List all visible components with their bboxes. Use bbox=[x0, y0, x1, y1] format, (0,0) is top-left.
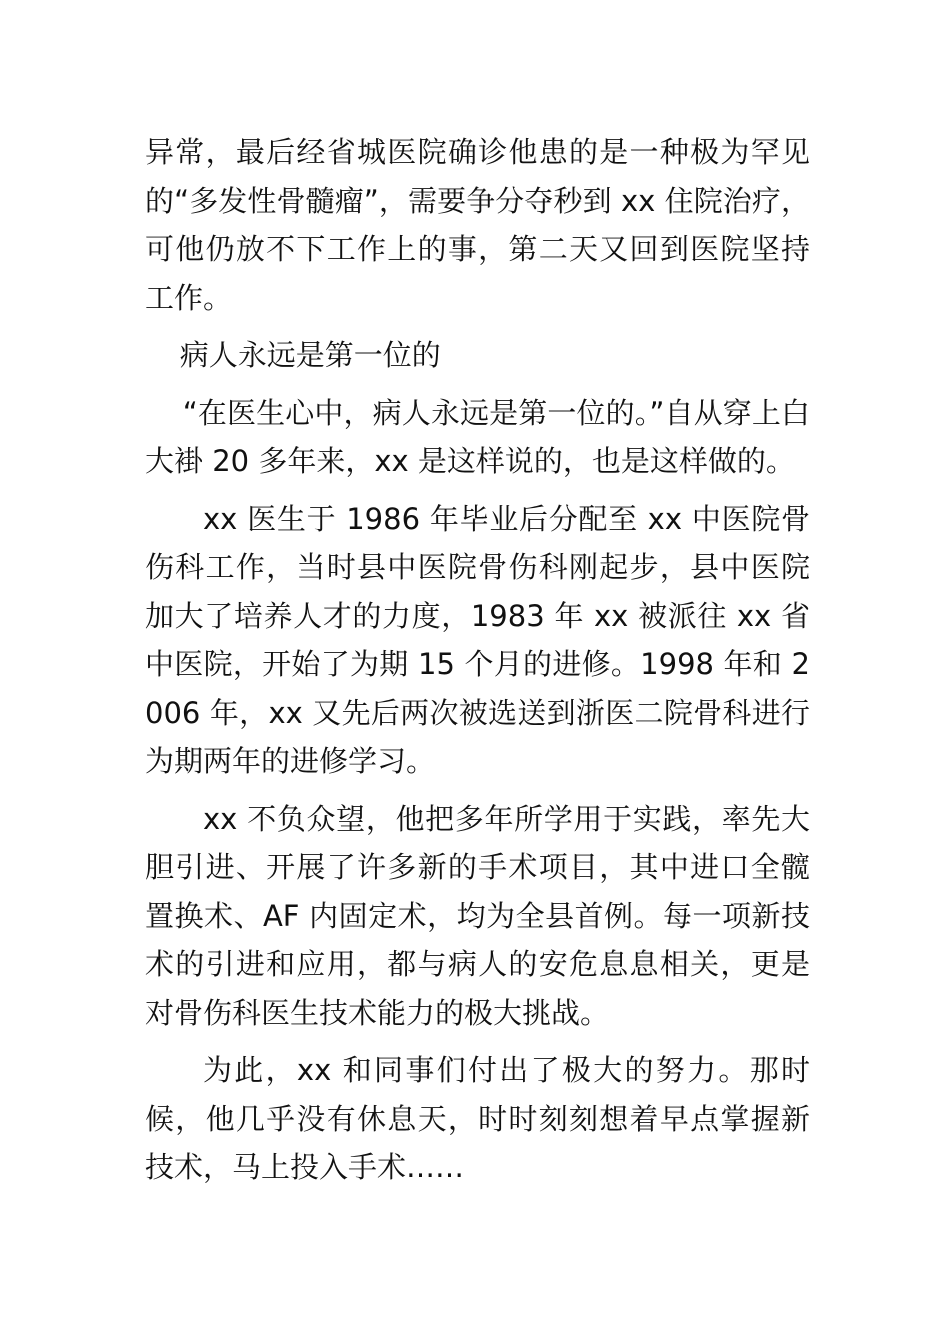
document-body bbox=[145, 128, 810, 1201]
paragraph-quote: “在医生心中，病人永远是第一位的。”自从穿上白大褂 20 多年来，xx 是这样说的，也是这样做的。 bbox=[145, 395, 810, 478]
section-heading: 病人永远是第一位的 bbox=[179, 338, 441, 372]
paragraph-career: xx 医生于 1986 年毕业后分配至 xx 中医院骨伤科工作，当时县中医院骨伤科刚起步，县中医院加大了培养人才的力度，1983 年 xx 被派往 xx 省中医院，开始了为期 15 个月的进修。1998 年和 2006 年，xx 又先后两次被选送到浙医二院骨科进行为期两年的进修学习。 bbox=[145, 501, 810, 778]
paragraph-effort: 为此，xx 和同事们付出了极大的努力。那时候，他几乎没有休息天，时时刻刻想着早点掌握新技术，马上投入手术…… bbox=[145, 1053, 810, 1184]
paragraph-continuation: 异常，最后经省城医院确诊他患的是一种极为罕见的“多发性骨髓瘤”，需要争分夺秒到 xx 住院治疗，可他仍放不下工作上的事，第二天又回到医院坚持工作。 bbox=[145, 135, 810, 315]
paragraph-innovation: xx 不负众望，他把多年所学用于实践，率先大胆引进、开展了许多新的手术项目，其中进口全髋置换术、AF 内固定术，均为全县首例。每一项新技术的引进和应用，都与病人的安危息息相关，更是对骨伤科医生技术能力的极大挑战。 bbox=[145, 801, 810, 1030]
